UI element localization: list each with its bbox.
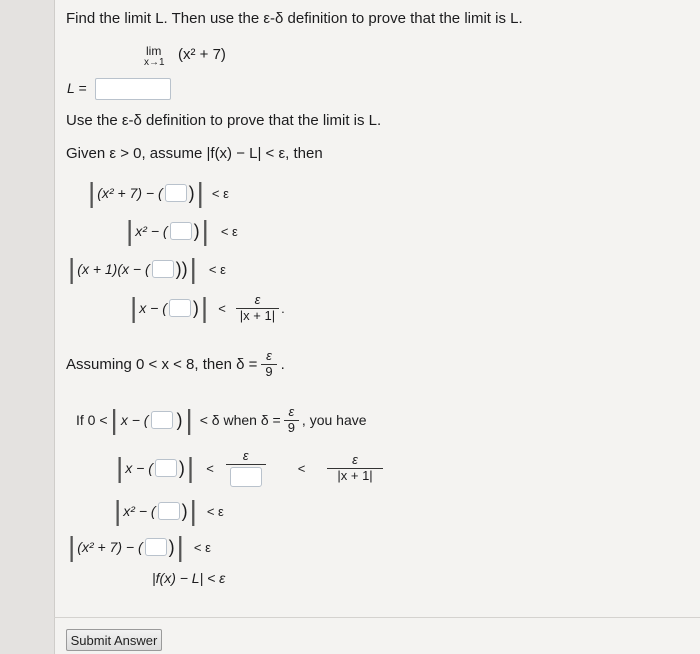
proof-line-1: | (x² + 7) − ( ) | < ε [88,177,229,208]
answer-box-3[interactable] [152,260,174,278]
answer-box-7[interactable] [230,467,262,487]
conclusion-line-2: | x − ( ) | < ε < $\frac{\varepsilon}{|x + 1|}$ [116,446,383,490]
eps-over-box-fraction: ε [226,449,266,486]
when-text: < δ when δ = [199,412,281,428]
delta-fraction: $\frac{\varepsilon}{9}$ [261,349,276,379]
you-have-text: , you have [301,412,367,428]
final-statement: |f(x) − L| < ε [152,570,226,586]
abs-bar-left: | [88,177,96,208]
proof-line-4: | x − ( ) | < $\frac{\varepsilon}{|x + 1|}$ . [130,292,285,323]
lim-subscript: x→1 [144,57,165,68]
if-x-minus: x − ( [120,412,149,428]
lim-expression: (x² + 7) [178,46,226,63]
given-statement: Given ε > 0, assume |f(x) − L| < ε, then [66,145,323,162]
conclusion-line-4: | (x² + 7) − ( ) | < ε [68,531,211,562]
when-delta-fraction: $\frac{\varepsilon}{9}$ [284,405,299,435]
answer-box-1[interactable] [165,184,187,202]
line1-expr: (x² + 7) − ( [97,185,163,201]
conclusion-line-3: | x² − ( ) | < ε [114,495,224,526]
conclusion-if-line: If 0 < | x − ( ) | < δ when δ = $\frac{\varepsilon}{9}$ , you have [76,404,367,435]
proof-line-3: | (x + 1)(x − ( )) | < ε [68,253,226,284]
line4-expr: x − ( [139,300,167,316]
assumption-text: Assuming 0 < x < 8, then δ = [66,355,258,373]
submit-answer-button[interactable]: Submit Answer [66,629,162,651]
divider [54,617,700,618]
lim-word: lim [146,44,162,58]
line3-expr: (x + 1)(x − ( [77,261,150,277]
answer-box-9[interactable] [145,538,167,556]
line4-lt: < [218,300,226,316]
problem-intro: Find the limit L. Then use the ε-δ definition to prove that the limit is L. [66,10,523,27]
line2-lt-eps: < ε [220,223,238,239]
proof-instruction: Use the ε-δ definition to prove that the limit is L. [66,112,382,129]
if-text: If 0 < [76,412,108,428]
answer-box-4[interactable] [169,299,191,317]
eps-over-abs-fraction: $\frac{\varepsilon}{|x + 1|}$ [236,293,279,323]
answer-box-8[interactable] [158,502,180,520]
L-label: L = [67,80,87,96]
line2-expr: x² − ( [135,223,168,239]
L-answer-input[interactable] [95,78,171,100]
assumption-line: Assuming 0 < x < 8, then δ = $\frac{\varepsilon}{9}$ . [66,348,285,379]
eps-over-abs-fraction-2: $\frac{\varepsilon}{|x + 1|}$ [327,453,382,483]
abs-bar-right: | [196,177,204,208]
answer-box-2[interactable] [170,222,192,240]
answer-box-6[interactable] [155,459,177,477]
line1-lt-eps: < ε [211,185,229,201]
line3-lt-eps: < ε [208,261,226,277]
answer-box-5[interactable] [151,411,173,429]
proof-line-2: | x² − ( ) | < ε [126,215,238,246]
